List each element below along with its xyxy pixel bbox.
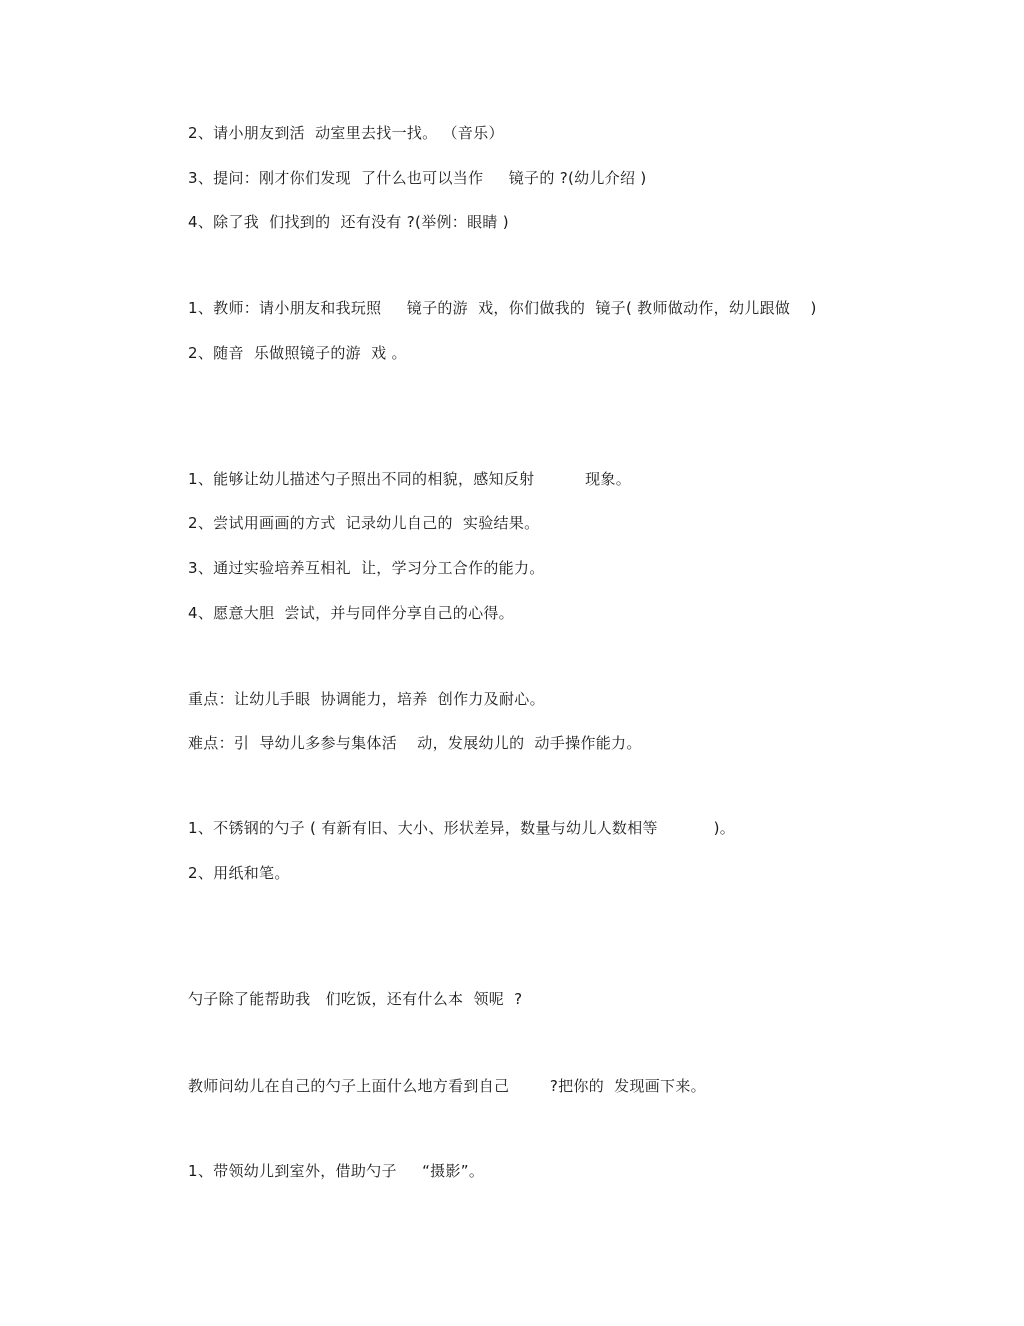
text-line: 3、提问：刚才你们发现 了什么也可以当作 镜子的 ?(幼儿介绍 ) — [188, 169, 647, 187]
text-line: 重点：让幼儿手眼 协调能力，培养 创作力及耐心。 — [188, 690, 545, 708]
text-line: 2、请小朋友到活 动室里去找一找。 （音乐） — [188, 124, 504, 142]
text-line: 1、不锈钢的勺子 ( 有新有旧、大小、形状差异，数量与幼儿人数相等 )。 — [188, 819, 736, 837]
text-line: 2、尝试用画画的方式 记录幼儿自己的 实验结果。 — [188, 514, 540, 532]
text-line: 1、能够让幼儿描述勺子照出不同的相貌，感知反射 现象。 — [188, 470, 632, 488]
text-line: 4、除了我 们找到的 还有没有 ?(举例：眼睛 ) — [188, 213, 509, 231]
text-line: 难点：引 导幼儿多参与集体活 动，发展幼儿的 动手操作能力。 — [188, 734, 642, 752]
text-line: 勺子除了能帮助我 们吃饭，还有什么本 领呢 ? — [188, 990, 523, 1008]
text-line: 1、教师：请小朋友和我玩照 镜子的游 戏，你们做我的 镜子( 教师做动作，幼儿跟做 ) — [188, 299, 817, 317]
text-line: 2、随音 乐做照镜子的游 戏 。 — [188, 344, 407, 362]
text-line: 1、带领幼儿到室外，借助勺子 “摄影”。 — [188, 1162, 485, 1180]
text-line: 教师问幼儿在自己的勺子上面什么地方看到自己 ?把你的 发现画下来。 — [188, 1077, 706, 1095]
text-line: 2、用纸和笔。 — [188, 864, 290, 882]
text-line: 4、愿意大胆 尝试，并与同伴分享自己的心得。 — [188, 604, 514, 622]
text-line: 3、通过实验培养互相礼 让，学习分工合作的能力。 — [188, 559, 545, 577]
